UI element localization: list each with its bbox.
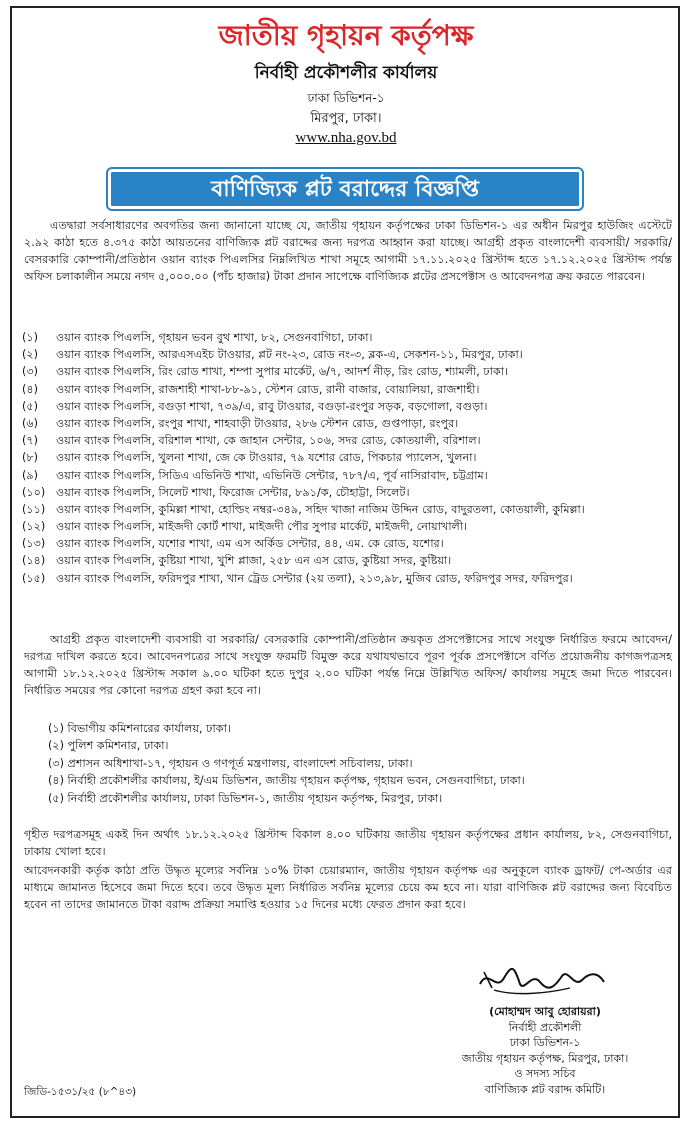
- branch-address: ওয়ান ব্যাংক পিএলসি, গৃহায়ন ভবন বুথ শাখা, ৮২, সেগুনবাগিচা, ঢাকা।: [56, 331, 373, 344]
- branch-item: [22, 415, 672, 432]
- signatory-committee: বাণিজ্যিক প্লট বরাদ্দ কমিটি।: [484, 1082, 606, 1096]
- branch-address: ওয়ান ব্যাংক পিএলসি, কুষ্টিয়া শাখা, খুশি প্লাজা, ২৫৮ এন এস রোড, কুষ্টিয়া সদর, কুষ্টিয়া।: [56, 554, 452, 568]
- opening-paragraph: গৃহীত দরপত্রসমূহ একই দিন অর্থাৎ ১৮.১২.২০২৫ খ্রিস্টাব্দ বিকাল ৪.০০ ঘটিকায় জাতীয় গৃহায়ন কর্তৃপক্ষের প্রধান কার্যালয়, ৮২, সেগুনবাগিচা, ঢাকায় খোলা হবে।: [24, 828, 672, 858]
- branch-item: [22, 570, 672, 587]
- branch-number: (৩): [22, 365, 39, 379]
- branch-address: ওয়ান ব্যাংক পিএলসি, বগুড়া শাখা, ৭৩৯/এ, রাবু টাওয়ার, বগুড়া-রংপুর সড়ক, বড়গোলা, বগুড়া।: [56, 399, 488, 413]
- branch-item: [22, 363, 672, 380]
- bank-branch-list: [22, 329, 672, 587]
- branch-item: [22, 381, 672, 398]
- signatory-division: ঢাকা ডিভিশন-১: [509, 1036, 581, 1049]
- branch-number: (৯): [22, 468, 38, 482]
- branch-number: (৮): [22, 451, 38, 465]
- branch-number: (১): [22, 331, 38, 344]
- branch-number: (৫): [22, 399, 38, 413]
- branch-address: ওয়ান ব্যাংক পিএলসি, খুলনা শাখা, জে কে টাওয়ার, ৭৯ যশোর রোড, পিকচার প্যালেস, খুলনা।: [56, 451, 477, 465]
- submission-paragraph: আগ্রহী প্রকৃত বাংলাদেশী ব্যবসায়ী বা সরকারি/ বেসরকারি কোম্পানী/প্রতিষ্ঠান ক্রয়কৃত প্রসপেক্টাসের সাথে সংযুক্ত নির্ধারিত ফরমে আবেদন/দরপত্র দাখিল করতে হবে। আবেদনপত্রের সাথে সংযুক্ত ফরমটি বিমুক্ত করে যথাযথভাবে পূরণ পূর্বক প্রসপেক্টাসে বর্ণিত প্রয়োজনীয় কাগজপত্রসহ আগামী ১৮.১২.২০২৫ খ্রিস্টাব্দ সকাল ৯.০০ ঘটিকা হতে দুপুর ২.০০ ঘটিকা পর্যন্ত নিম্নে উল্লিখিত অফিস/ কার্যালয় সমূহে জমা দিতে পারবেন। নির্ধারিত সময়ের পর কোনো দরপত্র গ্রহণ করা হবে না।: [24, 633, 672, 697]
- branch-address: ওয়ান ব্যাংক পিএলসি, রিং রোড শাখা, শম্পা সুপার মার্কেট, ৬/৭, আদর্শ নীড়, রিং রোড, শ্যামলী, ঢাকা।: [56, 365, 509, 379]
- division-name: ঢাকা ডিভিশন-১: [307, 91, 385, 105]
- signatory-name: (মোহাম্মদ আবু হোরায়রা): [489, 1005, 601, 1018]
- branch-number: (১৪): [22, 554, 46, 568]
- office-item: (৩) প্রশাসন অধিশাখা-১৭, গৃহায়ন ও গণপূর্ত মন্ত্রণালয়, বাংলাদেশ সচিবালয়, ঢাকা।: [48, 756, 413, 770]
- signature-mark: [474, 958, 610, 1002]
- signature-block: [430, 1004, 660, 1097]
- branch-item: [22, 449, 672, 466]
- branch-address: ওয়ান ব্যাংক পিএলসি, আরএসএইচ টাওয়ার, প্লট নং-২৩, রোড নং-৩, ব্লক-এ, সেকশন-১১, মিরপুর, ঢাকা।: [56, 348, 523, 362]
- branch-item: [22, 398, 672, 415]
- branch-item: [22, 535, 672, 552]
- branch-number: (৪): [22, 382, 38, 396]
- branch-item: [22, 501, 672, 518]
- branch-number: (১২): [22, 520, 46, 534]
- branch-item: [22, 484, 672, 501]
- branch-number: (২): [22, 348, 39, 362]
- branch-item: [22, 329, 672, 346]
- submission-office-list: [48, 720, 668, 807]
- branch-address: ওয়ান ব্যাংক পিএলসি, কুমিল্লা শাখা, হোল্ডিং নম্বর-৩৪৯, সহিদ খাজা নাজিম উদ্দিন রোড, বাদুরতলা, কোতয়ালী, কুমিল্লা।: [56, 502, 585, 516]
- branch-address: ওয়ান ব্যাংক পিএলসি, সিডিএ এভিনিউ শাখা, এভিনিউ সেন্টার, ৭৮৭/এ, পূর্ব নাসিরাবাদ, চট্টগ্রাম।: [56, 468, 488, 482]
- intro-paragraph: এতদ্বারা সর্বসাধারণের অবগতির জন্য জানানো যাচ্ছে যে, জাতীয় গৃহায়ন কর্তৃপক্ষের ঢাকা ডিভিশন-১ এর অধীন মিরপুর হাউজিং এস্টেটে ২.৯২ কাঠা হতে ৪.৩৭৫ কাঠা আয়তনের বাণিজ্যিক প্লট বরাদ্দের জন্য দরপত্র আহ্বান করা যাচ্ছে। আগ্রহী প্রকৃত বাংলাদেশী ব্যবসায়ী/ সরকারি/ বেসরকারি কোম্পানী/প্রতিষ্ঠান ওয়ান ব্যাংক পিএলসির নিম্নলিখিত শাখা সমূহে আগামী ১৭.১১.২০২৫ খ্রিস্টাব্দ হতে ১৭.১২.২০২৫ খ্রিস্টাব্দ পর্যন্ত অফিস চলাকালীন সময়ে নগদ ৫,০০০.০০ (পাঁচ হাজার) টাকা প্রদান সাপেক্ষে বাণিজ্যিক প্লটের প্রসপেক্টাস ও আবেদনপত্র ক্রয় করতে পারবেন।: [24, 219, 672, 283]
- branch-number: (১০): [22, 485, 46, 499]
- office-location: মিরপুর, ঢাকা।: [310, 111, 382, 126]
- branch-number: (১৩): [22, 537, 46, 551]
- branch-item: [22, 467, 672, 484]
- office-item: (৫) নির্বাহী প্রকৌশলীর কার্যালয়, ঢাকা ডিভিশন-১, জাতীয় গৃহায়ন কর্তৃপক্ষ, মিরপুর, ঢাকা।: [48, 791, 443, 805]
- org-title: জাতীয় গৃহায়ন কর্তৃপক্ষ: [218, 19, 474, 52]
- signatory-org: জাতীয় গৃহায়ন কর্তৃপক্ষ, মিরপুর, ঢাকা।: [461, 1051, 629, 1065]
- deposit-paragraph: আবেদনকারী কর্তৃক কাঠা প্রতি উদ্ধৃত মূল্যের সর্বনিম্ন ১০% টাকা চেয়ারম্যান, জাতীয় গৃহায়ন কর্তৃপক্ষ এর অনুকূলে ব্যাংক ড্রাফট/ পে-অর্ডার এর মাধ্যমে জামানত হিসেবে জমা দিতে হবে। তবে উদ্ধৃত মূল্য নির্ধারিত সর্বনিম্ন মূল্যের চেয়ে কম হবে না। যারা বাণিজিক প্লট বরাদ্দের জন্য বিবেচিত হবেন না তাদের জামানতে টাকা বরাদ্দ প্রক্রিয়া সমাপ্তি হওয়ার ১৫ দিনের মধ্যে ফেরত প্রদান করা হবে।: [24, 864, 672, 911]
- branch-item: [22, 518, 672, 535]
- branch-number: (১১): [22, 502, 46, 516]
- branch-address: ওয়ান ব্যাংক পিএলসি, ফরিদপুর শাখা, খান ট্রেড সেন্টার (২য় তলা), ২১৩,৯৮, মুজিব রোড, ফরিদপুর সদর, ফরিদপুর।: [56, 571, 573, 585]
- branch-address: ওয়ান ব্যাংক পিএলসি, সিলেট শাখা, ফিরোজ সেন্টার, ৮৯১/ক, চৌহাট্টা, সিলেট।: [56, 485, 410, 499]
- branch-item: [22, 432, 672, 449]
- notice-title-banner: বাণিজ্যিক প্লট বরাদ্দের বিজ্ঞপ্তি: [108, 169, 582, 209]
- branch-number: (৭): [22, 434, 39, 448]
- website-link[interactable]: www.nha.gov.bd: [295, 130, 397, 146]
- office-item: (১) বিভাগীয় কমিশনারের কার্যালয়, ঢাকা।: [48, 722, 231, 735]
- signatory-member: ও সদস্য সচিব: [514, 1067, 576, 1080]
- branch-address: ওয়ান ব্যাংক পিএলসি, রংপুর শাখা, শাহবাড়ী টাওয়ার, ২৮৬ স্টেশন রোড, গুপ্তপাড়া, রংপুর।: [56, 416, 459, 430]
- office-item: (৪) নির্বাহী প্রকৌশলীর কার্যালয়, ই/এম ডিভিশন, জাতীয় গৃহায়ন কর্তৃপক্ষ, গৃহায়ন ভবন, সেগুনবাগিচা, ঢাকা।: [48, 774, 525, 788]
- branch-item: [22, 552, 672, 569]
- branch-address: ওয়ান ব্যাংক পিএলসি, বরিশাল শাখা, কে জাহান সেন্টার, ১০৬, সদর রোড, কোতয়ালী, বরিশাল।: [56, 434, 481, 448]
- branch-number: (১৫): [22, 571, 46, 585]
- branch-address: ওয়ান ব্যাংক পিএলসি, রাজশাহী শাখা-৮৮-৯১, স্টেশন রোড, রানী বাজার, বোয়ালিয়া, রাজশাহী।: [56, 382, 480, 396]
- branch-address: ওয়ান ব্যাংক পিএলসি, যশোর শাখা, এম এস অর্কিড সেন্টার, ৪৪, এম. কে রোড, যশোর।: [56, 537, 444, 551]
- office-name: নির্বাহী প্রকৌশলীর কার্যালয়: [254, 63, 438, 83]
- branch-item: [22, 346, 672, 363]
- branch-address: ওয়ান ব্যাংক পিএলসি, মাইজদী কোর্ট শাখা, মাইজদী পৌর সুপার মার্কেট, মাইজদী, নোয়াখালী।: [56, 520, 468, 534]
- signatory-designation: নির্বাহী প্রকৌশলী: [508, 1020, 582, 1034]
- office-item: (২) পুলিশ কমিশনার, ঢাকা।: [48, 739, 169, 753]
- gd-reference: জিডি-১৫৩১/২৫ (৮^৪৩): [24, 1086, 137, 1098]
- branch-number: (৬): [22, 416, 39, 430]
